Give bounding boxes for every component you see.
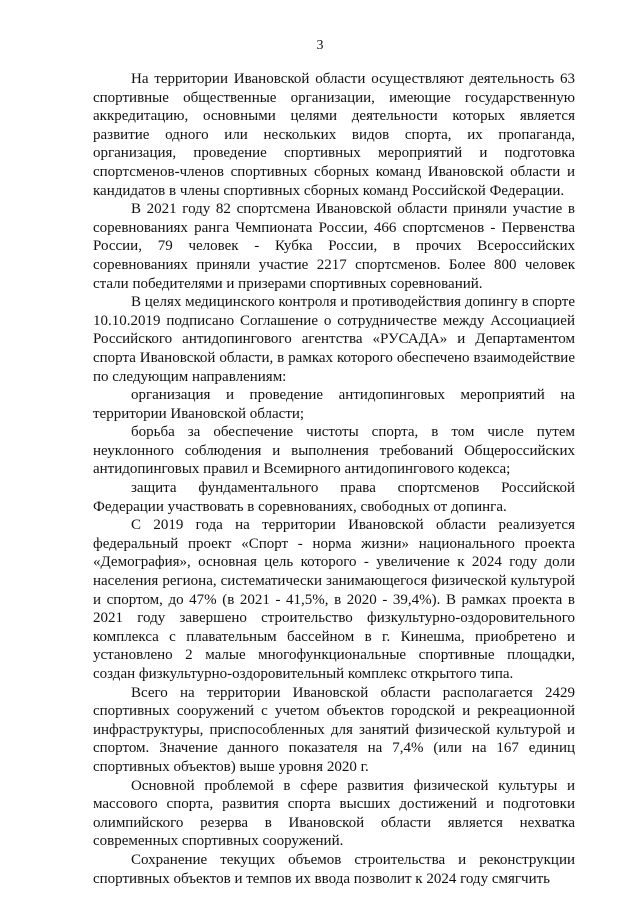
paragraph: В 2021 году 82 спортсмена Ивановской области приняли участие в соревнованиях ранга Чемпионата России, 466 спортсменов - Первенства России, 79 человек - Кубка России, в прочих Всероссийских соревнованиях приняли участие 2217 спортсменов. Более 800 человек стали победителями и призерами спортивных соревнований. — [93, 201, 575, 292]
paragraph: Основной проблемой в сфере развития физической культуры и массового спорта, развития спорта высших достижений и подготовки олимпийского резерва в Ивановской области является нехватка современных спортивных сооружений. — [93, 777, 575, 850]
paragraph: В целях медицинского контроля и противодействия допингу в спорте 10.10.2019 подписано Соглашение о сотрудничестве между Ассоциацией Российского антидопингового агентства «РУСАДА» и Департаментом спорта Ивановской области, в рамках которого обеспечено взаимодействие по следующим направлениям: — [93, 294, 575, 385]
paragraph: защита фундаментального права спортсменов Российской Федерации участвовать в соревнованиях, свободных от допинга. — [93, 480, 575, 515]
paragraph: С 2019 года на территории Ивановской области реализуется федеральный проект «Спорт - норма жизни» национального проекта «Демография», основная цель которого - увеличение к 2024 году доли населения региона, систематически занимающегося физической культурой и спортом, до 47% (в 2021 - 41,5%, в 2020 - 39,4%). В рамках проекта в 2021 году завершено строительство физкультурно-оздоровительного комплекса с плавательным бассейном в г. Кинешма, приобретено и установлено 2 малые многофункциональные спортивные площадки, создан физкультурно-оздоровительный комплекс открытого типа. — [93, 517, 575, 682]
paragraph: На территории Ивановской области осуществляют деятельность 63 спортивные общественные организации, имеющие государственную аккредитацию, основными целями деятельности которых является развитие одного или нескольких видов спорта, их пропаганда, организация, проведение спортивных мероприятий и подготовка спортсменов-членов спортивных сборных команд Ивановской области и кандидатов в члены спортивных сборных команд Российской Федерации. — [93, 71, 575, 199]
document-body — [93, 70, 575, 888]
paragraph: борьба за обеспечение чистоты спорта, в том числе путем неуклонного соблюдения и выполнения требований Общероссийских антидопинговых правил и Всемирного антидопингового кодекса; — [93, 424, 575, 478]
paragraph: Сохранение текущих объемов строительства и реконструкции спортивных объектов и темпов их ввода позволит к 2024 году смягчить — [93, 851, 575, 887]
paragraph: Всего на территории Ивановской области располагается 2429 спортивных сооружений с учетом объектов городской и рекреационной инфраструктуры, приспособленных для занятий физической культурой и спортом. Значение данного показателя на 7,4% (или на 167 единиц спортивных объектов) выше уровня 2020 г. — [93, 684, 575, 775]
page-number: 3 — [316, 38, 324, 53]
paragraph: организация и проведение антидопинговых мероприятий на территории Ивановской области; — [93, 387, 575, 422]
